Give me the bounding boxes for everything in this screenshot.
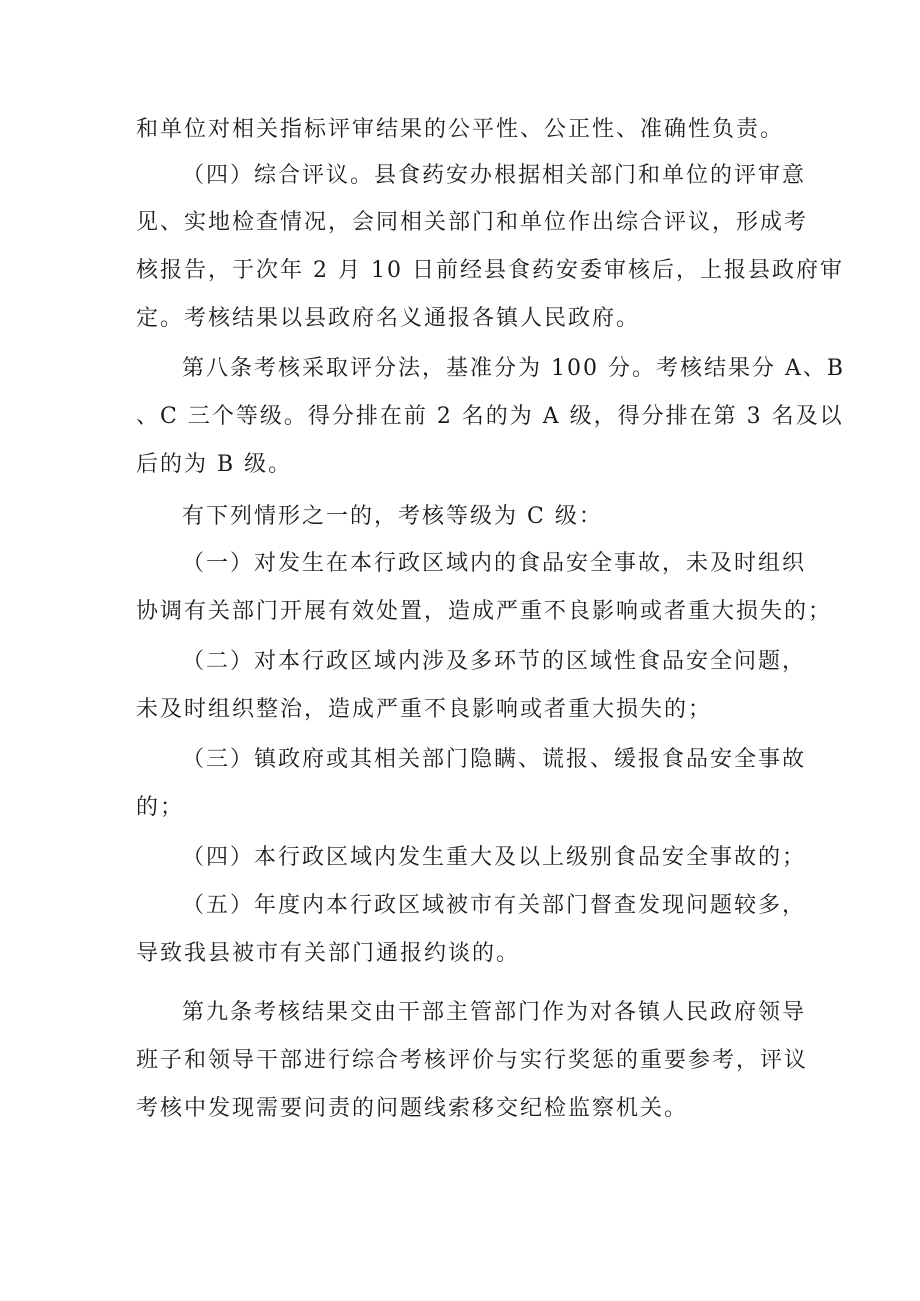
text-line: （一）对发生在本行政区域内的食品安全事故，未及时组织 <box>182 551 807 576</box>
text-line: 见、实地检查情况，会同相关部门和单位作出综合评议，形成考 <box>136 210 809 235</box>
text-line: 导致我县被市有关部门通报约谈的。 <box>136 941 521 966</box>
text-line: （三）镇政府或其相关部门隐瞒、谎报、缓报食品安全事故 <box>182 747 807 772</box>
text-line: 的； <box>136 795 185 820</box>
text-line: 考核中发现需要问责的问题线索移交纪检监察机关。 <box>136 1096 689 1121</box>
text-line: 第八条考核采取评分法，基准分为 100 分。考核结果分 A、B <box>182 356 846 381</box>
text-line: 协调有关部门开展有效处置，造成严重不良影响或者重大损失的； <box>136 599 833 624</box>
text-line: 和单位对相关指标评审结果的公平性、公正性、准确性负责。 <box>136 117 785 142</box>
text-line: 未及时组织整治，造成严重不良影响或者重大损失的； <box>136 697 713 722</box>
text-line: 定。考核结果以县政府名义通报各镇人民政府。 <box>136 306 641 331</box>
text-line: （二）对本行政区域内涉及多环节的区域性食品安全问题， <box>182 649 807 674</box>
text-line: （五）年度内本行政区域被市有关部门督查发现问题较多， <box>182 893 807 918</box>
text-line: 第九条考核结果交由干部主管部门作为对各镇人民政府领导 <box>182 1000 807 1025</box>
text-line: 班子和领导干部进行综合考核评价与实行奖惩的重要参考，评议 <box>136 1048 809 1073</box>
text-line: 、C 三个等级。得分排在前 2 名的为 A 级，得分排在第 3 名及以 <box>136 404 844 429</box>
text-line: 后的为 B 级。 <box>136 452 293 477</box>
text-line: （四）本行政区域内发生重大及以上级别食品安全事故的； <box>182 845 807 870</box>
text-line: 核报告，于次年 2 月 10 日前经县食药安委审核后，上报县政府审 <box>136 258 844 283</box>
text-line: 有下列情形之一的，考核等级为 C 级： <box>182 504 603 529</box>
text-line: （四）综合评议。县食药安办根据相关部门和单位的评审意 <box>182 163 807 188</box>
